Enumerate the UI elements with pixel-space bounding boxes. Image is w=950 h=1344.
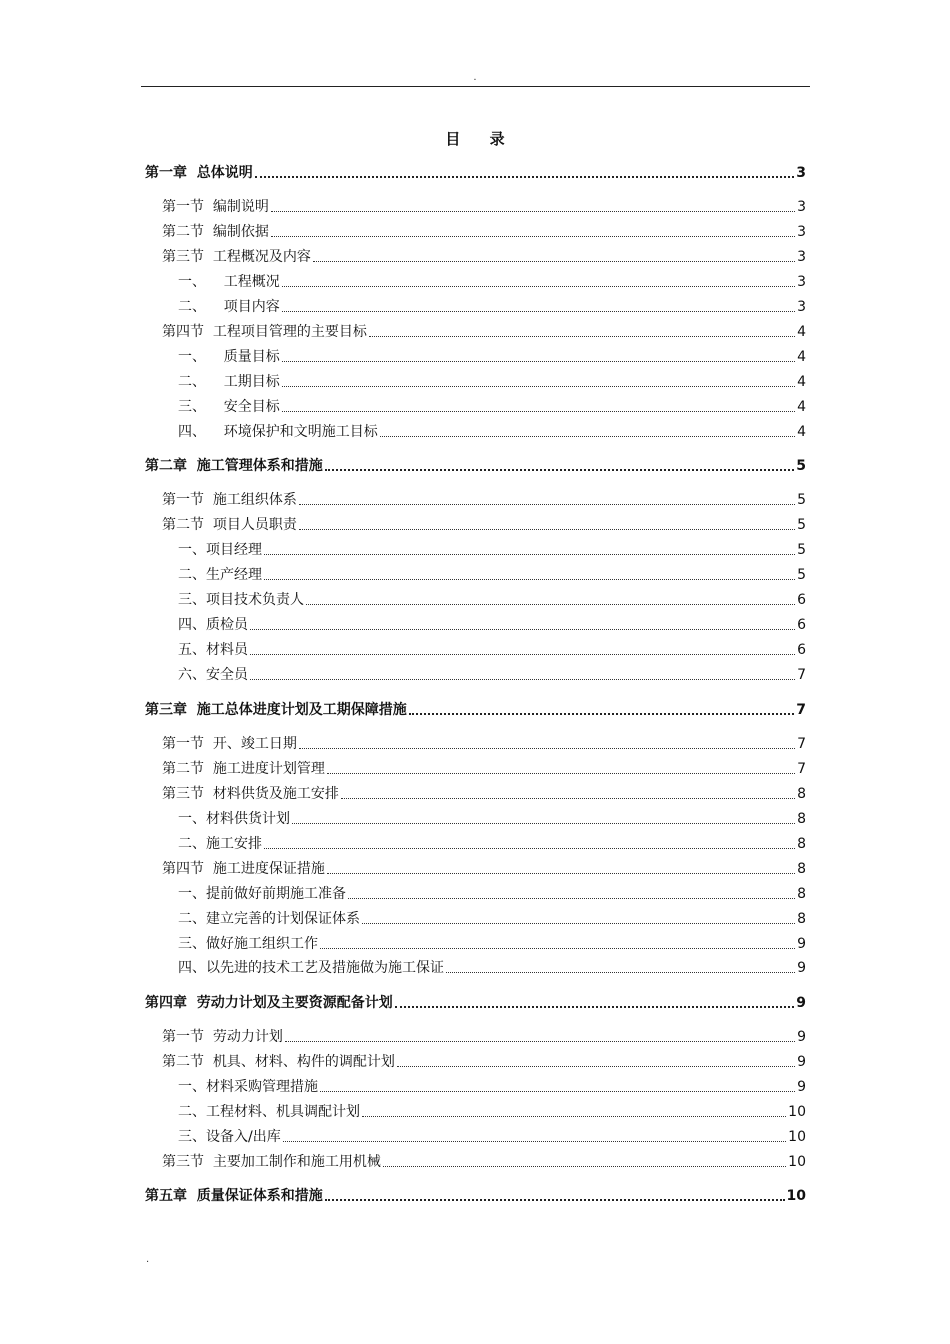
toc-page-number: 9: [796, 995, 806, 1011]
toc-entry-label: 二、建立完善的计划保证体系: [178, 911, 360, 927]
toc-page-number: 3: [797, 274, 806, 290]
toc-subsection-entry[interactable]: [178, 297, 806, 317]
toc-dot-leader: [255, 176, 795, 178]
toc-entry-label: 第四章 劳动力计划及主要资源配备计划: [145, 995, 393, 1011]
toc-subsection-entry[interactable]: [178, 665, 806, 685]
toc-entry-label: 三、 安全目标: [178, 399, 280, 415]
toc-section-entry[interactable]: [162, 1052, 806, 1072]
toc-subsection-entry[interactable]: [178, 615, 806, 635]
toc-dot-leader: [313, 261, 795, 262]
toc-page-number: 9: [797, 1054, 806, 1070]
toc-entry-label: 第二节 编制依据: [162, 224, 269, 240]
toc-entry-label: 三、做好施工组织工作: [178, 936, 318, 952]
toc-page-number: 4: [797, 424, 806, 440]
toc-page-number: 10: [788, 1129, 806, 1145]
toc-entry-label: 四、 环境保护和文明施工目标: [178, 424, 378, 440]
toc-page-number: 8: [797, 861, 806, 877]
toc-entry-label: 第二节 机具、材料、构件的调配计划: [162, 1054, 395, 1070]
toc-dot-leader: [299, 748, 795, 749]
toc-entry-label: 第三节 主要加工制作和施工用机械: [162, 1154, 381, 1170]
toc-dot-leader: [299, 529, 795, 530]
toc-dot-leader: [409, 713, 795, 715]
toc-entry-label: 一、提前做好前期施工准备: [178, 886, 346, 902]
toc-entry-label: 三、设备入/出库: [178, 1129, 281, 1145]
toc-subsection-entry[interactable]: [178, 884, 806, 904]
toc-entry-label: 第二章 施工管理体系和措施: [145, 458, 323, 474]
toc-page-number: 5: [797, 517, 806, 533]
toc-entry-label: 第三节 材料供货及施工安排: [162, 786, 339, 802]
toc-page-number: 4: [797, 374, 806, 390]
toc-entry-label: 第一节 施工组织体系: [162, 492, 297, 508]
toc-page-number: 7: [796, 702, 806, 718]
toc-page-number: 3: [797, 249, 806, 265]
toc-entry-label: 第三章 施工总体进度计划及工期保障措施: [145, 702, 407, 718]
toc-page-number: 3: [796, 165, 806, 181]
toc-subsection-entry[interactable]: [178, 640, 806, 660]
toc-page-number: 8: [797, 836, 806, 852]
toc-dot-leader: [446, 972, 795, 973]
toc-entry-label: 一、 工程概况: [178, 274, 280, 290]
toc-section-entry[interactable]: [162, 515, 806, 535]
toc-section-entry[interactable]: [162, 1027, 806, 1047]
toc-section-entry[interactable]: [162, 1152, 806, 1172]
toc-subsection-entry[interactable]: [178, 397, 806, 417]
toc-page-number: 4: [797, 349, 806, 365]
toc-subsection-entry[interactable]: [178, 958, 806, 978]
toc-page-number: 3: [797, 224, 806, 240]
toc-entry-label: 六、安全员: [178, 667, 248, 683]
toc-subsection-entry[interactable]: [178, 372, 806, 392]
toc-entry-label: 一、项目经理: [178, 542, 262, 558]
toc-page-number: 9: [797, 1079, 806, 1095]
toc-page-number: 10: [786, 1188, 806, 1204]
toc-dot-leader: [395, 1006, 795, 1008]
toc-dot-leader: [306, 604, 795, 605]
toc-entry-label: 第三节 工程概况及内容: [162, 249, 311, 265]
toc-chapter-entry[interactable]: [145, 993, 806, 1013]
toc-subsection-entry[interactable]: [178, 422, 806, 442]
toc-subsection-entry[interactable]: [178, 565, 806, 585]
toc-page-number: 9: [797, 1029, 806, 1045]
toc-subsection-entry[interactable]: [178, 934, 806, 954]
toc-dot-leader: [282, 311, 795, 312]
toc-dot-leader: [327, 873, 795, 874]
toc-page-number: 7: [797, 736, 806, 752]
toc-entry-label: 第一节 编制说明: [162, 199, 269, 215]
toc-page-number: 9: [797, 960, 806, 976]
toc-page-number: 8: [797, 911, 806, 927]
toc-page-number: 3: [797, 199, 806, 215]
toc-section-entry[interactable]: [162, 859, 806, 879]
toc-dot-leader: [250, 654, 795, 655]
toc-dot-leader: [285, 1041, 795, 1042]
toc-page-number: 4: [797, 399, 806, 415]
toc-entry-label: 二、 项目内容: [178, 299, 280, 315]
toc-page-number: 5: [797, 567, 806, 583]
toc-dot-leader: [264, 579, 795, 580]
toc-entry-label: 第四节 施工进度保证措施: [162, 861, 325, 877]
toc-section-entry[interactable]: [162, 322, 806, 342]
toc-dot-leader: [292, 823, 795, 824]
toc-entry-label: 二、施工安排: [178, 836, 262, 852]
toc-entry-label: 第一章 总体说明: [145, 165, 253, 181]
toc-entry-label: 五、材料员: [178, 642, 248, 658]
toc-entry-label: 四、质检员: [178, 617, 248, 633]
toc-dot-leader: [341, 798, 795, 799]
toc-dot-leader: [348, 898, 795, 899]
toc-page-number: 6: [797, 642, 806, 658]
toc-dot-leader: [264, 848, 795, 849]
toc-page-number: 8: [797, 786, 806, 802]
toc-section-entry[interactable]: [162, 222, 806, 242]
toc-subsection-entry[interactable]: [178, 347, 806, 367]
toc-dot-leader: [282, 286, 795, 287]
toc-subsection-entry[interactable]: [178, 809, 806, 829]
toc-section-entry[interactable]: [162, 784, 806, 804]
toc-section-entry[interactable]: [162, 759, 806, 779]
toc-section-entry[interactable]: [162, 734, 806, 754]
header-rule: [141, 86, 810, 87]
toc-chapter-entry[interactable]: [145, 1186, 806, 1206]
toc-dot-leader: [282, 411, 795, 412]
toc-dot-leader: [380, 436, 795, 437]
toc-section-entry[interactable]: [162, 247, 806, 267]
toc-subsection-entry[interactable]: [178, 909, 806, 929]
footer-mark: .: [146, 1254, 150, 1265]
toc-page-number: 9: [797, 936, 806, 952]
toc-page-number: 10: [788, 1154, 806, 1170]
toc-dot-leader: [250, 679, 795, 680]
toc-dot-leader: [271, 236, 795, 237]
toc-chapter-entry[interactable]: [145, 700, 806, 720]
toc-dot-leader: [299, 504, 795, 505]
toc-page-number: 6: [797, 592, 806, 608]
toc-entry-label: 三、项目技术负责人: [178, 592, 304, 608]
toc-subsection-entry[interactable]: [178, 1127, 806, 1147]
toc-dot-leader: [282, 386, 795, 387]
toc-subsection-entry[interactable]: [178, 590, 806, 610]
toc-dot-leader: [369, 336, 795, 337]
toc-entry-label: 第四节 工程项目管理的主要目标: [162, 324, 367, 340]
toc-page-number: 5: [797, 542, 806, 558]
toc-page-number: 8: [797, 886, 806, 902]
toc-entry-label: 一、材料采购管理措施: [178, 1079, 318, 1095]
toc-entry-label: 第五章 质量保证体系和措施: [145, 1188, 323, 1204]
toc-dot-leader: [264, 554, 795, 555]
toc-chapter-entry[interactable]: [145, 163, 806, 183]
toc-entry-label: 第二节 施工进度计划管理: [162, 761, 325, 777]
toc-dot-leader: [383, 1166, 786, 1167]
toc-dot-leader: [325, 469, 795, 471]
toc-dot-leader: [283, 1141, 786, 1142]
toc-entry-label: 第一节 开、竣工日期: [162, 736, 297, 752]
toc-subsection-entry[interactable]: [178, 1102, 806, 1122]
toc-page-number: 5: [797, 492, 806, 508]
toc-section-entry[interactable]: [162, 197, 806, 217]
toc-page-number: 6: [797, 617, 806, 633]
toc-dot-leader: [271, 211, 795, 212]
toc-chapter-entry[interactable]: [145, 456, 806, 476]
toc-title: 目 录: [445, 130, 517, 148]
toc-entry-label: 一、 质量目标: [178, 349, 280, 365]
toc-subsection-entry[interactable]: [178, 272, 806, 292]
toc-page-number: 4: [797, 324, 806, 340]
toc-page-number: 7: [797, 761, 806, 777]
toc-dot-leader: [325, 1199, 785, 1201]
toc-dot-leader: [282, 361, 795, 362]
toc-page-number: 3: [797, 299, 806, 315]
toc-subsection-entry[interactable]: [178, 540, 806, 560]
toc-entry-label: 二、生产经理: [178, 567, 262, 583]
toc-entry-label: 二、 工期目标: [178, 374, 280, 390]
toc-dot-leader: [362, 923, 795, 924]
toc-dot-leader: [320, 1091, 795, 1092]
toc-entry-label: 二、工程材料、机具调配计划: [178, 1104, 360, 1120]
toc-dot-leader: [327, 773, 795, 774]
toc-subsection-entry[interactable]: [178, 1077, 806, 1097]
toc-dot-leader: [397, 1066, 795, 1067]
toc-page-number: 10: [788, 1104, 806, 1120]
header-mark: .: [473, 72, 477, 83]
toc-subsection-entry[interactable]: [178, 834, 806, 854]
toc-page-number: 7: [797, 667, 806, 683]
toc-page-number: 5: [796, 458, 806, 474]
toc-entry-label: 第一节 劳动力计划: [162, 1029, 283, 1045]
toc-section-entry[interactable]: [162, 490, 806, 510]
toc-entry-label: 四、以先进的技术工艺及措施做为施工保证: [178, 960, 444, 976]
toc-dot-leader: [320, 948, 795, 949]
toc-entry-label: 第二节 项目人员职责: [162, 517, 297, 533]
toc-page-number: 8: [797, 811, 806, 827]
toc-dot-leader: [250, 629, 795, 630]
toc-dot-leader: [362, 1116, 786, 1117]
toc-entry-label: 一、材料供货计划: [178, 811, 290, 827]
